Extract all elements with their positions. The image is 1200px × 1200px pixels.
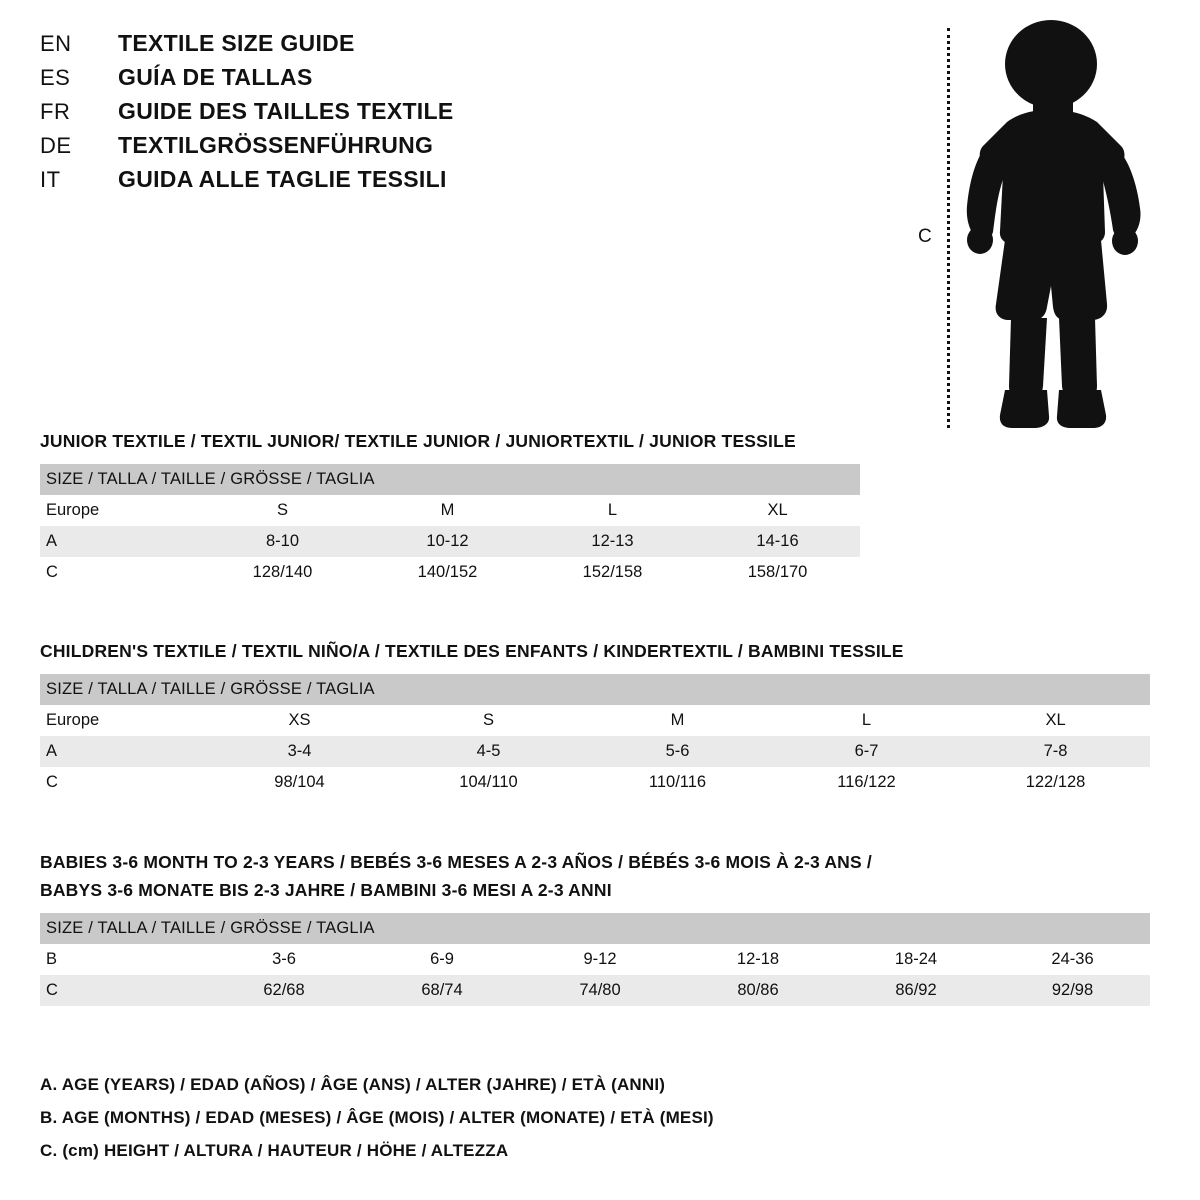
cell-value: 110/116: [583, 767, 772, 798]
table-row: [40, 767, 1150, 798]
section-babies-textile: [40, 848, 1150, 1006]
table-row: [40, 557, 860, 588]
cell-value: 80/86: [679, 975, 837, 1006]
cell-value: 12-13: [530, 526, 695, 557]
row-label: Europe: [40, 705, 205, 736]
header-title-text: TEXTILE SIZE GUIDE: [118, 30, 355, 56]
table-row: [40, 705, 1150, 736]
row-label: Europe: [40, 495, 200, 526]
cell-value: L: [772, 705, 961, 736]
cell-value: 24-36: [995, 944, 1150, 975]
table-row: [40, 975, 1150, 1006]
section-title: BABIES 3-6 MONTH TO 2-3 YEARS / BEBÉS 3-6 MESES A 2-3 AÑOS / BÉBÉS 3-6 MOIS À 2-3 ANS /: [40, 852, 872, 872]
header-title-text: GUIDA ALLE TAGLIE TESSILI: [118, 166, 447, 192]
cell-value: 7-8: [961, 736, 1150, 767]
row-label: B: [40, 944, 205, 975]
header-lang-code: FR: [40, 99, 71, 124]
cell-value: M: [583, 705, 772, 736]
table-row: [40, 526, 860, 557]
cell-value: 128/140: [200, 557, 365, 588]
cell-value: S: [394, 705, 583, 736]
cell-value: 5-6: [583, 736, 772, 767]
measure-label-c: C: [918, 226, 932, 247]
cell-value: 122/128: [961, 767, 1150, 798]
cell-value: 104/110: [394, 767, 583, 798]
cell-value: S: [200, 495, 365, 526]
cell-value: 158/170: [695, 557, 860, 588]
child-silhouette-icon: [955, 18, 1155, 433]
header-lang-code: IT: [40, 167, 61, 192]
table-header-row: [40, 674, 1150, 705]
height-measure-figure: [900, 8, 1160, 438]
babies-size-table: [40, 913, 1150, 1006]
header-row-de: [40, 132, 660, 166]
cell-value: XL: [695, 495, 860, 526]
header-lang-code: DE: [40, 133, 72, 158]
cell-value: 4-5: [394, 736, 583, 767]
header-title-text: GUÍA DE TALLAS: [118, 64, 313, 90]
section-children-textile: [40, 637, 1150, 798]
cell-value: 10-12: [365, 526, 530, 557]
table-row: [40, 736, 1150, 767]
cell-value: 18-24: [837, 944, 995, 975]
header-lang-code: EN: [40, 31, 72, 56]
cell-value: L: [530, 495, 695, 526]
cell-value: 12-18: [679, 944, 837, 975]
cell-value: 116/122: [772, 767, 961, 798]
size-header-label: SIZE / TALLA / TAILLE / GRÖSSE / TAGLIA: [40, 464, 860, 495]
children-size-table: [40, 674, 1150, 798]
section-junior-textile: [40, 427, 860, 588]
cell-value: 3-6: [205, 944, 363, 975]
legend-item-c: C. (cm) HEIGHT / ALTURA / HAUTEUR / HÖHE / ALTEZZA: [40, 1141, 509, 1160]
header-row-it: [40, 166, 660, 200]
cell-value: XS: [205, 705, 394, 736]
table-row: [40, 944, 1150, 975]
language-header: [40, 30, 660, 200]
legend-block: [40, 1068, 1140, 1167]
row-label: C: [40, 557, 200, 588]
cell-value: 98/104: [205, 767, 394, 798]
legend-item-b: B. AGE (MONTHS) / EDAD (MESES) / ÂGE (MOIS) / ALTER (MONATE) / ETÀ (MESI): [40, 1108, 714, 1127]
table-header-row: [40, 464, 860, 495]
cell-value: XL: [961, 705, 1150, 736]
cell-value: 8-10: [200, 526, 365, 557]
table-header-row: [40, 913, 1150, 944]
cell-value: M: [365, 495, 530, 526]
section-title-line2: BABYS 3-6 MONATE BIS 2-3 JAHRE / BAMBINI 3-6 MESI A 2-3 ANNI: [40, 880, 612, 900]
legend-item-a: A. AGE (YEARS) / EDAD (AÑOS) / ÂGE (ANS) / ALTER (JAHRE) / ETÀ (ANNI): [40, 1075, 666, 1094]
header-row-en: [40, 30, 660, 64]
row-label: C: [40, 767, 205, 798]
height-dotted-line: [947, 28, 950, 428]
row-label: A: [40, 526, 200, 557]
row-label: A: [40, 736, 205, 767]
table-row: [40, 495, 860, 526]
cell-value: 68/74: [363, 975, 521, 1006]
header-title-text: TEXTILGRÖSSENFÜHRUNG: [118, 132, 434, 158]
cell-value: 62/68: [205, 975, 363, 1006]
header-lang-code: ES: [40, 65, 71, 90]
header-row-es: [40, 64, 660, 98]
cell-value: 74/80: [521, 975, 679, 1006]
size-header-label: SIZE / TALLA / TAILLE / GRÖSSE / TAGLIA: [40, 674, 1150, 705]
cell-value: 6-9: [363, 944, 521, 975]
section-title: JUNIOR TEXTILE / TEXTIL JUNIOR/ TEXTILE JUNIOR / JUNIORTEXTIL / JUNIOR TESSILE: [40, 431, 796, 451]
cell-value: 9-12: [521, 944, 679, 975]
cell-value: 140/152: [365, 557, 530, 588]
size-header-label: SIZE / TALLA / TAILLE / GRÖSSE / TAGLIA: [40, 913, 1150, 944]
junior-size-table: [40, 464, 860, 588]
cell-value: 6-7: [772, 736, 961, 767]
row-label: C: [40, 975, 205, 1006]
cell-value: 92/98: [995, 975, 1150, 1006]
cell-value: 14-16: [695, 526, 860, 557]
cell-value: 86/92: [837, 975, 995, 1006]
cell-value: 3-4: [205, 736, 394, 767]
cell-value: 152/158: [530, 557, 695, 588]
section-title: CHILDREN'S TEXTILE / TEXTIL NIÑO/A / TEXTILE DES ENFANTS / KINDERTEXTIL / BAMBINI TESSILE: [40, 641, 904, 661]
header-row-fr: [40, 98, 660, 132]
header-title-text: GUIDE DES TAILLES TEXTILE: [118, 98, 454, 124]
